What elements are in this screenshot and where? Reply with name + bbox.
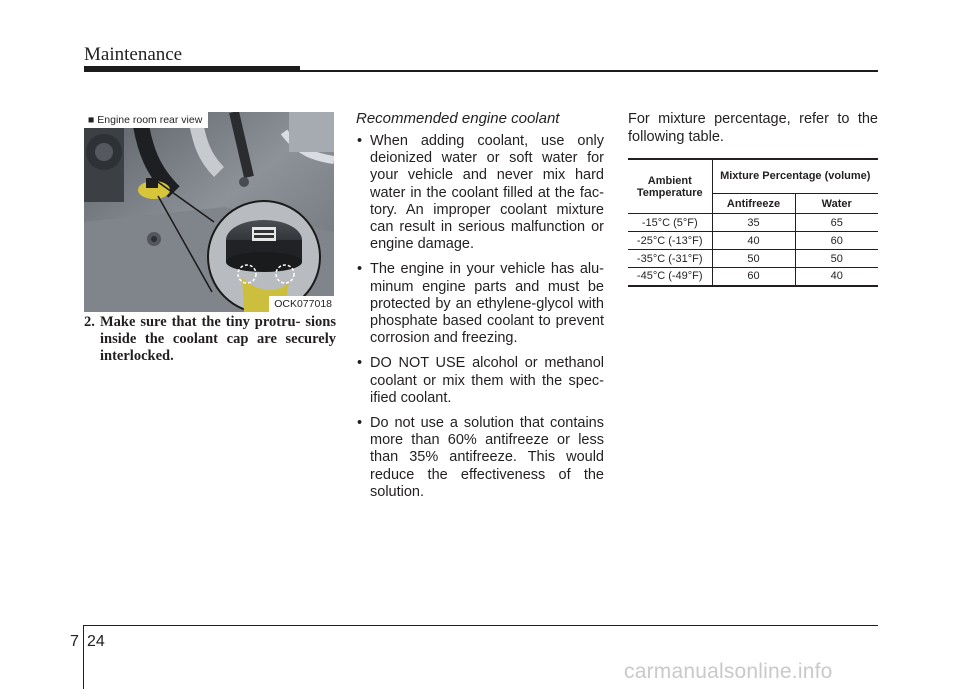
bullet-item (356, 415, 604, 501)
cell-temperature: -15°C (5°F) (628, 214, 712, 232)
header-rule-thin (300, 70, 878, 72)
header-water: Water (795, 194, 878, 214)
step-item (84, 314, 336, 365)
bullet-item (356, 355, 604, 407)
cell-temperature: -45°C (-49°F) (628, 268, 712, 286)
coolant-bullet-list (356, 133, 604, 509)
table-row (628, 250, 878, 268)
section-title: Maintenance (84, 44, 183, 65)
header-rule-thick (84, 66, 300, 72)
mixture-intro: For mixture percentage, refer to the following table. (628, 111, 878, 145)
header-antifreeze: Antifreeze (712, 194, 795, 214)
coolant-heading: Recommended engine coolant (356, 110, 560, 127)
bullet-text: When adding coolant, use only deionized water or soft water for your vehicle and never mix hard water in the coolant filled at the fac- tory. An improper coolant mixture can result in serious malfunction or engine damage. (370, 133, 604, 253)
bullet-text: The engine in your vehicle has alu- minum engine parts and must be protected by an ethylene-glycol with phosphate based coolant to prevent corrosion and freezing. (370, 261, 604, 347)
table-row (628, 268, 878, 286)
photo-caption: ■ Engine room rear view (84, 112, 208, 128)
header-mixture-percentage: Mixture Percentage (volume) (712, 159, 878, 194)
table-row (628, 214, 878, 232)
photo-code: OCK077018 (269, 296, 334, 312)
cell-water: 60 (795, 232, 878, 250)
cell-antifreeze: 40 (712, 232, 795, 250)
cell-antifreeze: 35 (712, 214, 795, 232)
cell-water: 40 (795, 268, 878, 286)
cell-water: 50 (795, 250, 878, 268)
cell-temperature: -35°C (-31°F) (628, 250, 712, 268)
header-ambient-temperature: Ambient Temperature (628, 159, 712, 214)
engine-room-photo (84, 112, 334, 312)
bullet-dot: • (357, 261, 363, 278)
bullet-text: Do not use a solution that contains more than 60% antifreeze or less than 35% antifreeze. This would reduce the effectiveness of the solution. (370, 415, 604, 500)
cell-antifreeze: 50 (712, 250, 795, 268)
bullet-dot: • (357, 415, 363, 432)
engine-photo-illustration (84, 112, 334, 312)
bullet-dot: • (357, 133, 363, 149)
page-number: 24 (87, 633, 105, 650)
cell-antifreeze: 60 (712, 268, 795, 286)
bullet-item (356, 133, 604, 253)
mixture-table (628, 158, 878, 287)
cell-water: 65 (795, 214, 878, 232)
footer-rule-vertical (83, 625, 84, 689)
step-number: 2. (84, 314, 95, 330)
table-row (628, 232, 878, 250)
bullet-text: DO NOT USE alcohol or methanol coolant or mix them with the spec- ified coolant. (370, 355, 604, 406)
chapter-number: 7 (70, 633, 79, 650)
step-text: Make sure that the tiny protru- sions inside the coolant cap are securely interlocked. (100, 314, 336, 364)
bullet-dot: • (357, 355, 363, 372)
cell-temperature: -25°C (-13°F) (628, 232, 712, 250)
footer-rule-horizontal (84, 625, 878, 626)
watermark: carmanualsonline.info (624, 660, 833, 683)
bullet-item (356, 261, 604, 347)
